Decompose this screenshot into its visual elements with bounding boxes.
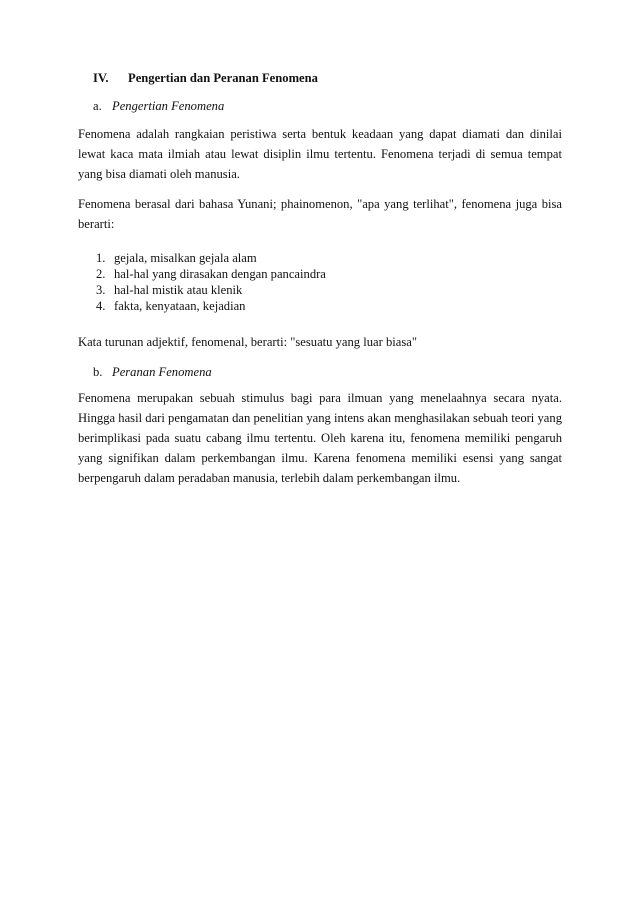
subsection-a-title: Pengertian Fenomena: [112, 99, 225, 113]
paragraph-etymology: Fenomena berasal dari bahasa Yunani; phainomenon, "apa yang terlihat", fenomena juga bisa berarti:: [78, 197, 562, 231]
subsection-b-heading: [93, 362, 562, 382]
subsection-b-letter: b.: [93, 365, 103, 379]
document-body: [78, 68, 562, 498]
list-item: [96, 298, 562, 314]
section-heading: [93, 68, 562, 88]
list-item-text: hal-hal yang dirasakan dengan pancaindra: [114, 267, 326, 281]
section-title: Pengertian dan Peranan Fenomena: [128, 71, 318, 85]
subsection-a-letter: a.: [93, 99, 102, 113]
section-number: IV.: [93, 71, 109, 85]
list-item-number: 3.: [96, 283, 106, 297]
subsection-a-heading: [93, 96, 562, 116]
list-item-text: gejala, misalkan gejala alam: [114, 251, 257, 265]
paragraph-definition: Fenomena adalah rangkaian peristiwa serta bentuk keadaan yang dapat diamati dan dinilai lewat kaca mata ilmiah atau lewat disiplin ilmu tertentu. Fenomena terjadi di semua tempat yang bisa diamati oleh manusia.: [78, 127, 562, 181]
list-item-text: fakta, kenyataan, kejadian: [114, 299, 246, 313]
list-item-text: hal-hal mistik atau klenik: [114, 283, 243, 297]
list-item: [96, 282, 562, 298]
paragraph-adjective: Kata turunan adjektif, fenomenal, berarti: "sesuatu yang luar biasa": [78, 335, 417, 349]
list-item-number: 2.: [96, 267, 106, 281]
meaning-list: [78, 250, 562, 314]
list-item: [96, 250, 562, 266]
paragraph-role: Fenomena merupakan sebuah stimulus bagi para ilmuan yang menelaahnya secara nyata. Hingga hasil dari pengamatan dan penelitian yang intens akan menghasilakan sebuah teori yang berimplikasi pada suatu cabang ilmu tertentu. Oleh karena itu, fenomena memiliki pengaruh yang signifikan dalam perkembangan ilmu. Karena fenomena memiliki esensi yang sangat berpengaruh dalam peradaban manusia, terlebih dalam perkembangan ilmu.: [78, 391, 562, 485]
list-item: [96, 266, 562, 282]
list-item-number: 4.: [96, 299, 106, 313]
subsection-b-title: Peranan Fenomena: [112, 365, 212, 379]
list-item-number: 1.: [96, 251, 106, 265]
